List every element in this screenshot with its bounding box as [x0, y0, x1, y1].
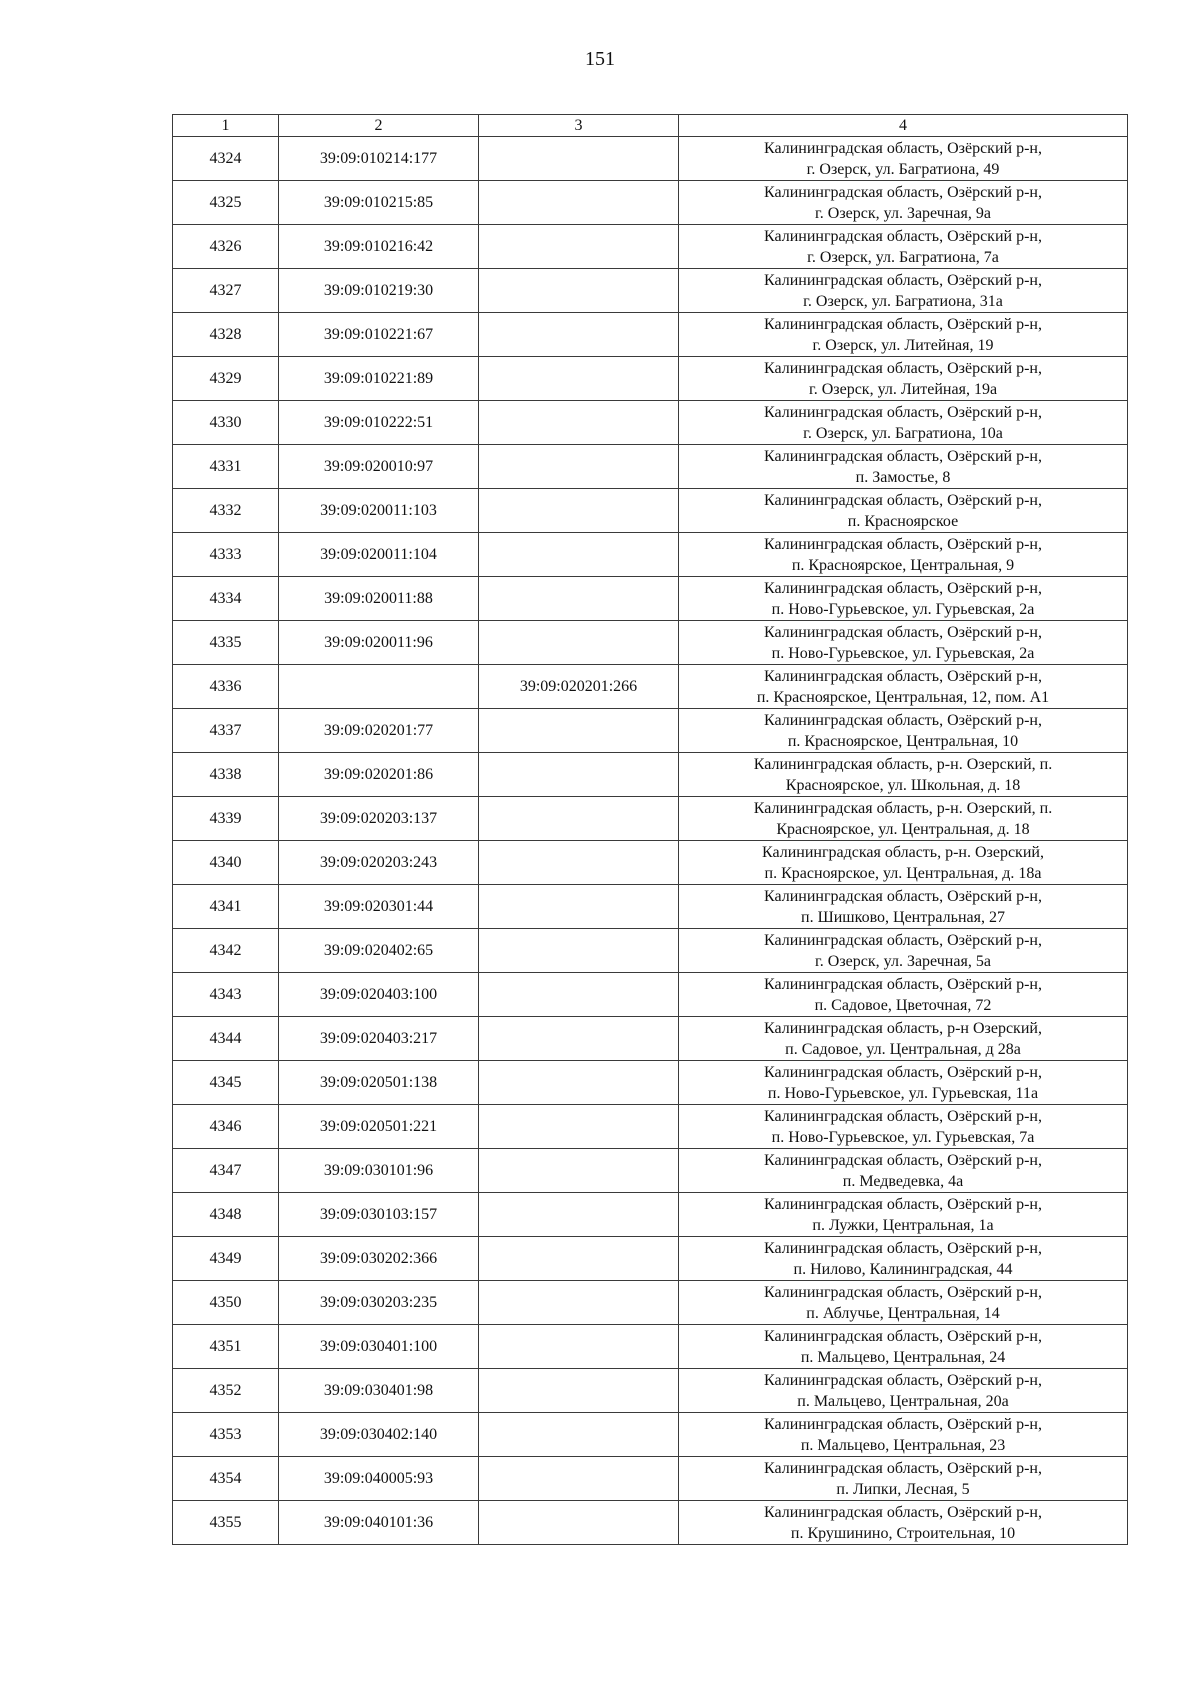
column-header-2: 2 — [279, 115, 479, 137]
premises-cadastral-number — [479, 1105, 679, 1149]
row-number: 4347 — [173, 1149, 279, 1193]
address-line-1: Калининградская область, Озёрский р-н, — [764, 931, 1042, 949]
table-row — [173, 973, 1128, 1017]
premises-cadastral-number — [479, 181, 679, 225]
row-number: 4337 — [173, 709, 279, 753]
cadastral-number: 39:09:030401:100 — [279, 1325, 479, 1369]
premises-cadastral-number — [479, 929, 679, 973]
address-line-2: п. Крушинино, Строительная, 10 — [790, 1524, 1016, 1542]
premises-cadastral-number — [479, 841, 679, 885]
address — [679, 313, 1128, 357]
row-number: 4348 — [173, 1193, 279, 1237]
premises-cadastral-number — [479, 269, 679, 313]
premises-cadastral-number — [479, 797, 679, 841]
row-number: 4342 — [173, 929, 279, 973]
table-row — [173, 929, 1128, 973]
address — [679, 225, 1128, 269]
address-line-2: п. Мальцево, Центральная, 24 — [800, 1348, 1006, 1366]
premises-cadastral-number — [479, 313, 679, 357]
address-line-2: г. Озерск, ул. Багратиона, 31а — [803, 292, 1003, 310]
cadastral-number: 39:09:020011:104 — [279, 533, 479, 577]
premises-cadastral-number — [479, 401, 679, 445]
address — [679, 401, 1128, 445]
table-row — [173, 445, 1128, 489]
cadastral-number: 39:09:030101:96 — [279, 1149, 479, 1193]
table-row — [173, 1017, 1128, 1061]
row-number: 4326 — [173, 225, 279, 269]
address-line-1: Калининградская область, Озёрский р-н, — [764, 579, 1042, 597]
cadastral-number: 39:09:020402:65 — [279, 929, 479, 973]
table-row — [173, 841, 1128, 885]
address-line-2: п. Шишково, Центральная, 27 — [801, 908, 1005, 926]
header-row — [173, 115, 1128, 137]
cadastral-number: 39:09:010221:89 — [279, 357, 479, 401]
table-row — [173, 1149, 1128, 1193]
premises-cadastral-number — [479, 973, 679, 1017]
table-row — [173, 577, 1128, 621]
address-line-1: Калининградская область, Озёрский р-н, — [764, 1063, 1042, 1081]
row-number: 4333 — [173, 533, 279, 577]
address-line-2: п. Аблучье, Центральная, 14 — [806, 1304, 1000, 1322]
address — [679, 797, 1128, 841]
address-line-1: Калининградская область, Озёрский р-н, — [764, 1371, 1042, 1389]
cadastral-number: 39:09:020010:97 — [279, 445, 479, 489]
row-number: 4335 — [173, 621, 279, 665]
table-row — [173, 1369, 1128, 1413]
cadastral-number: 39:09:010219:30 — [279, 269, 479, 313]
table-row — [173, 269, 1128, 313]
address-line-1: Калининградская область, Озёрский р-н, — [764, 1151, 1042, 1169]
address — [679, 489, 1128, 533]
address-line-1: Калининградская область, Озёрский р-н, — [764, 623, 1042, 641]
address — [679, 885, 1128, 929]
address-line-2: п. Мальцево, Центральная, 23 — [800, 1436, 1006, 1454]
address-line-2: п. Липки, Лесная, 5 — [836, 1480, 970, 1498]
address-line-1: Калининградская область, р-н Озерский, — [764, 1019, 1042, 1037]
table-row — [173, 357, 1128, 401]
address-line-2: п. Мальцево, Центральная, 20а — [797, 1392, 1009, 1410]
premises-cadastral-number — [479, 1017, 679, 1061]
address-line-2: г. Озерск, ул. Заречная, 5а — [815, 952, 991, 970]
premises-cadastral-number — [479, 621, 679, 665]
cadastral-number: 39:09:020403:100 — [279, 973, 479, 1017]
premises-cadastral-number — [479, 1325, 679, 1369]
address-line-1: Калининградская область, Озёрский р-н, — [764, 711, 1042, 729]
premises-cadastral-number — [479, 1369, 679, 1413]
cadastral-number: 39:09:030103:157 — [279, 1193, 479, 1237]
cadastral-number: 39:09:040101:36 — [279, 1501, 479, 1545]
property-register-table — [172, 114, 1128, 1545]
address-line-2: Красноярское, ул. Центральная, д. 18 — [776, 820, 1030, 838]
row-number: 4346 — [173, 1105, 279, 1149]
cadastral-number: 39:09:020011:103 — [279, 489, 479, 533]
table-row — [173, 1105, 1128, 1149]
premises-cadastral-number — [479, 1413, 679, 1457]
table-row — [173, 885, 1128, 929]
column-header-3: 3 — [479, 115, 679, 137]
address — [679, 665, 1128, 709]
cadastral-number: 39:09:010216:42 — [279, 225, 479, 269]
address-line-2: г. Озерск, ул. Литейная, 19 — [812, 336, 994, 354]
address-line-2: п. Нилово, Калининградская, 44 — [793, 1260, 1013, 1278]
address-line-1: Калининградская область, Озёрский р-н, — [764, 1107, 1042, 1125]
row-number: 4336 — [173, 665, 279, 709]
table-row — [173, 1193, 1128, 1237]
row-number: 4341 — [173, 885, 279, 929]
row-number: 4349 — [173, 1237, 279, 1281]
address — [679, 533, 1128, 577]
row-number: 4338 — [173, 753, 279, 797]
address — [679, 445, 1128, 489]
premises-cadastral-number — [479, 1457, 679, 1501]
address-line-2: п. Красноярское, Центральная, 12, пом. А1 — [756, 688, 1050, 706]
cadastral-number: 39:09:010222:51 — [279, 401, 479, 445]
premises-cadastral-number — [479, 225, 679, 269]
address-line-2: г. Озерск, ул. Багратиона, 7а — [807, 248, 999, 266]
row-number: 4351 — [173, 1325, 279, 1369]
address — [679, 1281, 1128, 1325]
premises-cadastral-number — [479, 1061, 679, 1105]
address-line-2: г. Озерск, ул. Литейная, 19а — [808, 380, 998, 398]
row-number: 4327 — [173, 269, 279, 313]
table-row — [173, 225, 1128, 269]
address-line-1: Калининградская область, Озёрский р-н, — [764, 315, 1042, 333]
cadastral-number: 39:09:020203:243 — [279, 841, 479, 885]
row-number: 4352 — [173, 1369, 279, 1413]
address-line-1: Калининградская область, Озёрский р-н, — [764, 1327, 1042, 1345]
cadastral-number: 39:09:020201:77 — [279, 709, 479, 753]
address-line-1: Калининградская область, Озёрский р-н, — [764, 359, 1042, 377]
premises-cadastral-number — [479, 885, 679, 929]
row-number: 4331 — [173, 445, 279, 489]
table-row — [173, 1413, 1128, 1457]
premises-cadastral-number — [479, 753, 679, 797]
cadastral-number: 39:09:040005:93 — [279, 1457, 479, 1501]
address — [679, 841, 1128, 885]
premises-cadastral-number — [479, 577, 679, 621]
address-line-2: п. Красноярское, ул. Центральная, д. 18а — [764, 864, 1042, 882]
cadastral-number: 39:09:020403:217 — [279, 1017, 479, 1061]
row-number: 4344 — [173, 1017, 279, 1061]
row-number: 4325 — [173, 181, 279, 225]
column-header-1: 1 — [173, 115, 279, 137]
row-number: 4345 — [173, 1061, 279, 1105]
address-line-1: Калининградская область, Озёрский р-н, — [764, 535, 1042, 553]
address-line-1: Калининградская область, Озёрский р-н, — [764, 491, 1042, 509]
table-row — [173, 665, 1128, 709]
cadastral-number: 39:09:020501:221 — [279, 1105, 479, 1149]
address-line-2: п. Ново-Гурьевское, ул. Гурьевская, 7а — [771, 1128, 1035, 1146]
premises-cadastral-number — [479, 445, 679, 489]
address — [679, 1369, 1128, 1413]
row-number: 4330 — [173, 401, 279, 445]
cadastral-number: 39:09:020201:86 — [279, 753, 479, 797]
cadastral-number: 39:09:010214:177 — [279, 137, 479, 181]
address-line-1: Калининградская область, Озёрский р-н, — [764, 227, 1042, 245]
table-row — [173, 797, 1128, 841]
table-row — [173, 709, 1128, 753]
address-line-1: Калининградская область, Озёрский р-н, — [764, 447, 1042, 465]
address — [679, 621, 1128, 665]
address-line-2: п. Красноярское, Центральная, 10 — [787, 732, 1019, 750]
address — [679, 1413, 1128, 1457]
page-number: 151 — [585, 48, 615, 70]
address — [679, 181, 1128, 225]
table-row — [173, 137, 1128, 181]
row-number: 4328 — [173, 313, 279, 357]
address-line-1: Калининградская область, Озёрский р-н, — [764, 887, 1042, 905]
row-number: 4329 — [173, 357, 279, 401]
address-line-2: п. Красноярское, Центральная, 9 — [791, 556, 1015, 574]
row-number: 4332 — [173, 489, 279, 533]
premises-cadastral-number — [479, 1149, 679, 1193]
address — [679, 1149, 1128, 1193]
table-row — [173, 533, 1128, 577]
row-number: 4353 — [173, 1413, 279, 1457]
table-row — [173, 489, 1128, 533]
address-line-2: п. Замостье, 8 — [855, 468, 951, 486]
address — [679, 269, 1128, 313]
table-row — [173, 1457, 1128, 1501]
premises-cadastral-number: 39:09:020201:266 — [479, 665, 679, 709]
address-line-1: Калининградская область, Озёрский р-н, — [764, 1503, 1042, 1521]
table-header — [173, 115, 1128, 137]
premises-cadastral-number — [479, 489, 679, 533]
table-row — [173, 181, 1128, 225]
premises-cadastral-number — [479, 533, 679, 577]
address-line-2: п. Медведевка, 4а — [842, 1172, 964, 1190]
cadastral-number: 39:09:020301:44 — [279, 885, 479, 929]
cadastral-number: 39:09:020203:137 — [279, 797, 479, 841]
table-row — [173, 1281, 1128, 1325]
address-line-1: Калининградская область, Озёрский р-н, — [764, 1195, 1042, 1213]
address — [679, 137, 1128, 181]
premises-cadastral-number — [479, 1237, 679, 1281]
table-row — [173, 401, 1128, 445]
address-line-1: Калининградская область, Озёрский р-н, — [764, 667, 1042, 685]
row-number: 4355 — [173, 1501, 279, 1545]
premises-cadastral-number — [479, 1501, 679, 1545]
table-row — [173, 1061, 1128, 1105]
table-row — [173, 313, 1128, 357]
address — [679, 1237, 1128, 1281]
table-row — [173, 753, 1128, 797]
premises-cadastral-number — [479, 137, 679, 181]
address-line-1: Калининградская область, р-н. Озерский, п. — [753, 799, 1053, 817]
column-header-4: 4 — [679, 115, 1128, 137]
table-row — [173, 1237, 1128, 1281]
address — [679, 1457, 1128, 1501]
cadastral-number: 39:09:030401:98 — [279, 1369, 479, 1413]
address-line-1: Калининградская область, Озёрский р-н, — [764, 271, 1042, 289]
address — [679, 1061, 1128, 1105]
row-number: 4354 — [173, 1457, 279, 1501]
address-line-1: Калининградская область, р-н. Озерский, — [762, 843, 1044, 861]
row-number: 4343 — [173, 973, 279, 1017]
address-line-2: г. Озерск, ул. Заречная, 9а — [815, 204, 991, 222]
cadastral-number: 39:09:030202:366 — [279, 1237, 479, 1281]
address-line-1: Калининградская область, р-н. Озерский, п. — [753, 755, 1053, 773]
address-line-2: п. Ново-Гурьевское, ул. Гурьевская, 2а — [771, 644, 1035, 662]
table-row — [173, 1325, 1128, 1369]
premises-cadastral-number — [479, 1193, 679, 1237]
address-line-1: Калининградская область, Озёрский р-н, — [764, 139, 1042, 157]
premises-cadastral-number — [479, 357, 679, 401]
row-number: 4350 — [173, 1281, 279, 1325]
address-line-1: Калининградская область, Озёрский р-н, — [764, 975, 1042, 993]
address-line-2: г. Озерск, ул. Багратиона, 10а — [803, 424, 1003, 442]
address-line-1: Калининградская область, Озёрский р-н, — [764, 403, 1042, 421]
cadastral-number: 39:09:020011:88 — [279, 577, 479, 621]
address-line-1: Калининградская область, Озёрский р-н, — [764, 1415, 1042, 1433]
address — [679, 973, 1128, 1017]
address-line-2: п. Ново-Гурьевское, ул. Гурьевская, 2а — [771, 600, 1035, 618]
table-row — [173, 621, 1128, 665]
cadastral-number: 39:09:010215:85 — [279, 181, 479, 225]
cadastral-number: 39:09:030402:140 — [279, 1413, 479, 1457]
row-number: 4334 — [173, 577, 279, 621]
address — [679, 577, 1128, 621]
cadastral-number: 39:09:030203:235 — [279, 1281, 479, 1325]
address — [679, 753, 1128, 797]
address — [679, 1105, 1128, 1149]
row-number: 4340 — [173, 841, 279, 885]
premises-cadastral-number — [479, 709, 679, 753]
address — [679, 1193, 1128, 1237]
premises-cadastral-number — [479, 1281, 679, 1325]
address — [679, 1501, 1128, 1545]
address-line-1: Калининградская область, Озёрский р-н, — [764, 183, 1042, 201]
address-line-2: п. Лужки, Центральная, 1а — [812, 1216, 994, 1234]
address — [679, 929, 1128, 973]
cadastral-number: 39:09:010221:67 — [279, 313, 479, 357]
cadastral-number: 39:09:020501:138 — [279, 1061, 479, 1105]
address-line-2: Красноярское, ул. Школьная, д. 18 — [785, 776, 1021, 794]
address — [679, 357, 1128, 401]
address — [679, 1017, 1128, 1061]
address-line-2: п. Садовое, ул. Центральная, д 28а — [785, 1040, 1021, 1058]
address-line-1: Калининградская область, Озёрский р-н, — [764, 1283, 1042, 1301]
table-body — [173, 137, 1128, 1545]
row-number: 4324 — [173, 137, 279, 181]
address-line-2: п. Красноярское — [847, 512, 959, 530]
address — [679, 709, 1128, 753]
address-line-2: п. Ново-Гурьевское, ул. Гурьевская, 11а — [767, 1084, 1039, 1102]
address-line-2: п. Садовое, Цветочная, 72 — [814, 996, 992, 1014]
address-line-2: г. Озерск, ул. Багратиона, 49 — [806, 160, 1000, 178]
row-number: 4339 — [173, 797, 279, 841]
table-row — [173, 1501, 1128, 1545]
cadastral-number — [279, 665, 479, 709]
address-line-1: Калининградская область, Озёрский р-н, — [764, 1459, 1042, 1477]
address-line-1: Калининградская область, Озёрский р-н, — [764, 1239, 1042, 1257]
cadastral-number: 39:09:020011:96 — [279, 621, 479, 665]
address — [679, 1325, 1128, 1369]
